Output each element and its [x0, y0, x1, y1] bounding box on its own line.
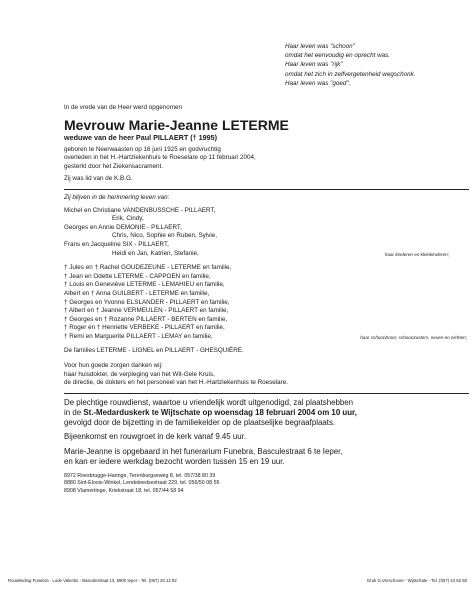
poem: [285, 42, 470, 88]
family-line: Heidi en Jan, Katrien, Stefanie,: [112, 249, 199, 257]
sibling-line: † Remi en Marguerite PILLAERT - LEMAY en familie,: [64, 332, 213, 340]
children-list: [64, 207, 469, 259]
divider: [64, 189, 469, 190]
bio-line: gesterkt door het Ziekensacrament.: [64, 162, 164, 170]
divider: [64, 393, 469, 394]
service-line: in de: [64, 408, 84, 418]
footer-right: Druk G.Verschoore - Wijtschate - Tel. (057) 44 52 50: [367, 578, 467, 583]
membership: Zij was lid van de K.B.G.: [64, 175, 133, 183]
sibling-line: † Albert en † Jeanne VERMEULEN - PILLAERT en familie,: [64, 307, 229, 315]
family-line: Michel en Christiane VANDENBUSSCHE - PILLAERT,: [64, 206, 216, 214]
sibling-line: † Louis en Geneviève LETERME - LEMAHIEU en familie,: [64, 281, 225, 289]
service-block: [64, 398, 469, 429]
thanks-block: [64, 362, 469, 388]
family-line: Frans en Jacqueline SIX - PILLAERT,: [64, 240, 169, 248]
address-line: 8908 Vlamertinge, Kriekstraat 18, tel. 057/44 58 94: [64, 487, 184, 494]
poem-line: omdat het zich in zelfvergetenheid wegschonk.: [285, 70, 416, 78]
sibling-line: † Jean en Odette LETERME - CAPPOEN en familie,: [64, 272, 211, 280]
bio-line: geboren te Neerwaasten op 16 juni 1925 en godvruchtig: [64, 145, 221, 153]
siblings-list: [64, 264, 469, 341]
thanks-line: haar huisdokter, de verpleging van het Wit-Gele Kruis,: [64, 370, 215, 378]
children-note: haar kinderen en kleinkinderen;: [384, 251, 449, 257]
service-church-date: St.-Medarduskerk te Wijtschate op woensdag 18 februari 2004 om 10 uur,: [83, 408, 357, 418]
service-line: De plechtige rouwdienst, waartoe u vriendelijk wordt uitgenodigd, zal plaatshebben: [64, 397, 354, 407]
bio-line: overleden in het H.-Hartziekenhuis te Roeselare op 11 februari 2004,: [64, 154, 256, 162]
sibling-line: † Georges en Yvonne ELSLANDER - PILLAERT en familie,: [64, 298, 230, 306]
address-line: 8972 Roesbrugge-Haringe, Terenburgseweg 8, tel. 057/38 80 39: [64, 473, 216, 480]
sibling-line: † Georges en † Rozanne PILLAERT - BERTEN en familie,: [64, 315, 228, 323]
deceased-name: Mevrouw Marie-Jeanne LETERME: [64, 116, 289, 133]
funerarium-line: Marie-Jeanne is opgebaard in het funerarium Funebra, Basculestraat 6 te Ieper,: [64, 446, 343, 456]
sibling-line: † Roger en † Henriette VERBEKE - PILLAERT en familie,: [64, 324, 225, 332]
siblings-note: haar schoonbroer, schoonzusters, neven en nichten;: [360, 334, 467, 340]
poem-line: omdat het eenvoudig en oprecht was.: [285, 52, 391, 60]
obituary-body: [64, 104, 469, 495]
thanks-line: Voor hun goede zorgen danken wij:: [64, 362, 163, 370]
addresses: [64, 473, 469, 495]
service-line: gevolgd door de bijzetting in de familiekelder op de plaatselijke begraafplaats.: [64, 418, 336, 428]
intro-text: In de vrede van de Heer werd opgenomen: [64, 104, 182, 111]
poem-line: Haar leven was "schoon": [285, 43, 355, 50]
remembrance-heading: Zij blijven in de herinnering leven van:: [64, 193, 170, 201]
family-line: Georges en Annie DEMONIE - PILLAERT,: [64, 223, 182, 231]
footer-left: Rouwleiding Funebra - Lode Valentin - Basculestraat 13, 8900 Ieper - Tel. (057) 20 12 82: [8, 578, 177, 583]
funerarium-line: en kan er iedere werkdag bezocht worden tussen 15 en 19 uur.: [64, 456, 285, 466]
family-line: Erik, Cindy,: [112, 215, 144, 223]
poem-line: Haar leven was "rijk": [285, 61, 343, 69]
sibling-line: Albert en † Anna GUILBERT - LETERME en familie,: [64, 289, 210, 297]
families-line: De families LETERME - LIGNEL en PILLAERT - GHESQUIÈRE.: [64, 347, 244, 355]
family-line: Chris, Nico, Sophie en Ruben, Sylvie,: [112, 232, 217, 240]
address-line: 8880 Sint-Eloois-Winkel, Lendeleedsestraat 229, tel. 056/50 08 55: [64, 480, 220, 487]
funerarium-block: [64, 447, 469, 467]
gathering-line: Bijeenkomst en rouwgroet in de kerk vanaf 9.45 uur.: [64, 432, 247, 442]
thanks-line: de directie, de dokters en het personeel van het H.-Hartziekenhuis te Roeselare.: [64, 379, 289, 387]
sibling-line: † Jules en † Rachel GOUDEZEUNE - LETERME en familie,: [64, 264, 232, 272]
footer: [8, 578, 467, 583]
widow-of: weduwe van de heer Paul PILLAERT († 1995): [64, 132, 217, 142]
poem-line: Haar leven was "goed".: [285, 79, 351, 87]
